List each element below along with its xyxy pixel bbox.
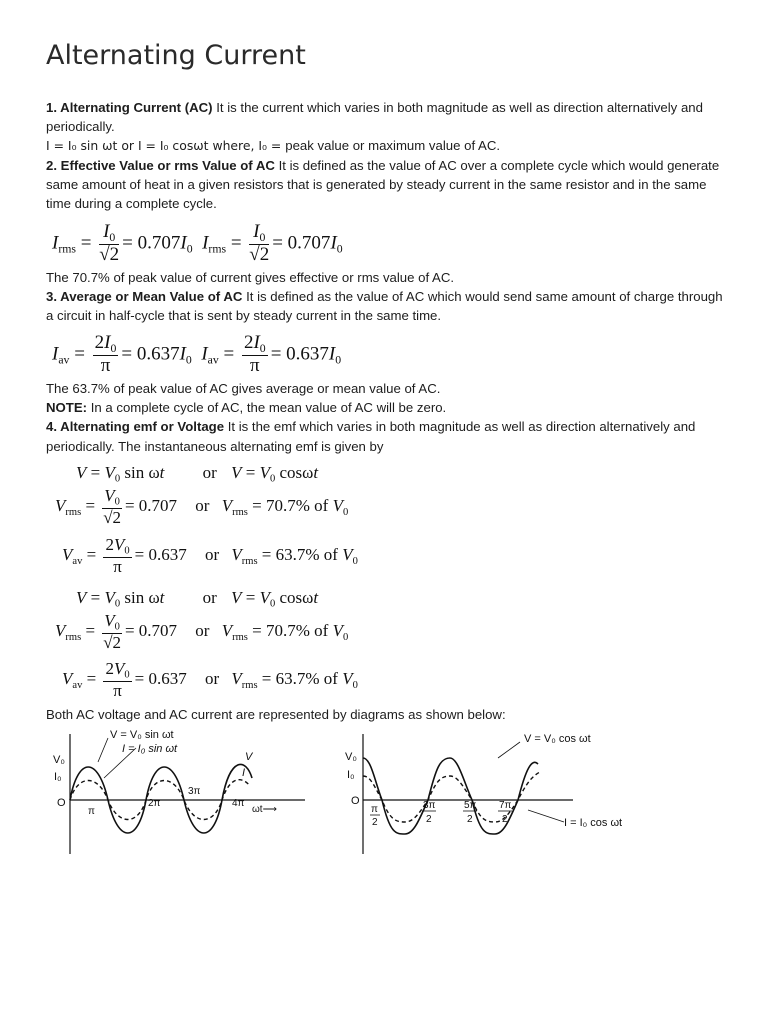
tick-label-3pi-over-2 — [422, 800, 436, 825]
article-body-3 — [46, 379, 726, 456]
i-equation-label: I = I₀ sin ωt — [122, 743, 178, 755]
svg-text:2: 2 — [426, 814, 432, 825]
three-pi-tick-label: 3π — [188, 786, 201, 797]
section-4-heading: 4. Alternating emf or Voltage — [46, 419, 225, 435]
origin-label: O — [351, 795, 360, 807]
sine-wave-diagram — [40, 726, 310, 858]
current-curve — [363, 772, 540, 822]
two-pi-tick-label: 2π — [148, 798, 161, 809]
voltage-curve — [363, 758, 538, 834]
v0-label: V₀ — [53, 754, 65, 766]
section-2-after: The 70.7% of peak value of current gives effective or rms value of AC. — [46, 270, 455, 285]
vav-equation-2: $V_{av}$ = $\frac{2V_0}{\pi}$ = 0.637 or $V_{rms} = 63.7\%$ of $V_0$ — [62, 659, 358, 700]
i-equation-label: I = I₀ cos ωt — [564, 817, 623, 829]
note-paragraph: NOTE: In a complete cycle of AC, the mean value of AC will be zero. — [46, 400, 447, 416]
i0-label: I₀ — [347, 769, 355, 781]
four-pi-tick-label: 4π — [232, 798, 245, 809]
wt-axis-label: ωt⟶ — [252, 804, 277, 815]
tick-label-pi-over-2 — [370, 804, 380, 828]
iav-equation: $I_{av}$ = $\frac{2I_0}{\pi}$ = $0.637I_0$ $I_{av}$ = $\frac{2I_0}{\pi}$ = $0.637I_0$ — [52, 332, 342, 377]
article-body-2 — [46, 268, 726, 326]
section-3-paragraph: 3. Average or Mean Value of AC It is defined as the value of AC which would send same amount of charge through a circuit in half-cycle that is sent by steady current in the same time. — [46, 289, 723, 324]
section-1-heading: 1. Alternating Current (AC) — [46, 100, 213, 115]
i0-label: I₀ — [54, 771, 62, 783]
cosine-wave-diagram — [338, 726, 648, 858]
v-equation-label: V = V₀ cos ωt — [524, 733, 591, 745]
pi-tick-label: π — [88, 806, 95, 817]
v-instantaneous-equation-1: $V = V_0$ sin ωt or $V = V_0$ cosωt — [76, 463, 319, 485]
v0-label: V₀ — [345, 751, 357, 763]
v-equation-label: V = V₀ sin ωt — [110, 729, 174, 741]
vrms-equation-2: $V_{rms}$ = $\frac{V_0}{√2}$ = 0.707 or $V_{rms} = 70.7\%$ of $V_0$ — [55, 611, 349, 652]
vav-equation-1: $V_{av}$ = $\frac{2V_0}{\pi}$ = 0.637 or $V_{rms} = 63.7\%$ of $V_0$ — [62, 535, 358, 576]
svg-text:2: 2 — [372, 817, 378, 828]
section-3-after: The 63.7% of peak value of AC gives average or mean value of AC. — [46, 381, 441, 396]
note-label: NOTE: — [46, 400, 88, 416]
svg-text:3π: 3π — [423, 800, 436, 811]
svg-text:2: 2 — [502, 814, 508, 825]
section-1-paragraph: 1. Alternating Current (AC) It is the current which varies in both magnitude as well as direction alternatively and periodically. — [46, 100, 703, 135]
section-4-paragraph: 4. Alternating emf or Voltage It is the emf which varies in both magnitude as well as direction alternatively and periodically. The instantaneous alternating emf is given by — [46, 419, 696, 454]
svg-text:π: π — [371, 804, 378, 815]
svg-text:7π: 7π — [499, 800, 512, 811]
irms-equation: $I_{rms}$ = $\frac{I_0}{√2}$ = $0.707I_0$ $I_{rms}$ = $\frac{I_0}{√2}$ = $0.707I_0$ — [52, 221, 343, 266]
v-instantaneous-equation-2: $V = V_0$ sin ωt or $V = V_0$ cosωt — [76, 588, 319, 610]
section-2-paragraph: 2. Effective Value or rms Value of AC It is defined as the value of AC over a complete cycle which would generate same amount of heat in a given resistors that is generated by steady current in the same resistor and in the same time during a complete cycle. — [46, 157, 720, 212]
page-title: Alternating Current — [46, 40, 306, 71]
v-curve-label: V — [245, 751, 253, 763]
diagram-intro: Both AC voltage and AC current are represented by diagrams as shown below: — [46, 707, 506, 722]
svg-text:5π: 5π — [464, 800, 477, 811]
article-body — [46, 98, 726, 213]
section-1-formula: I = I₀ sin ωt or I = I₀ cosωt where, I₀ = peak value or maximum value of AC. — [46, 138, 501, 154]
svg-text:2: 2 — [467, 814, 473, 825]
section-2-heading: 2. Effective Value or rms Value of AC — [46, 157, 275, 173]
article-body-4 — [46, 705, 726, 724]
voltage-curve — [70, 764, 252, 833]
i-curve-label: I — [242, 767, 246, 779]
vrms-equation-1: $V_{rms}$ = $\frac{V_0}{√2}$ = 0.707 or $V_{rms} = 70.7\%$ of $V_0$ — [55, 486, 349, 527]
origin-label: O — [57, 797, 66, 809]
section-3-heading: 3. Average or Mean Value of AC — [46, 289, 243, 305]
